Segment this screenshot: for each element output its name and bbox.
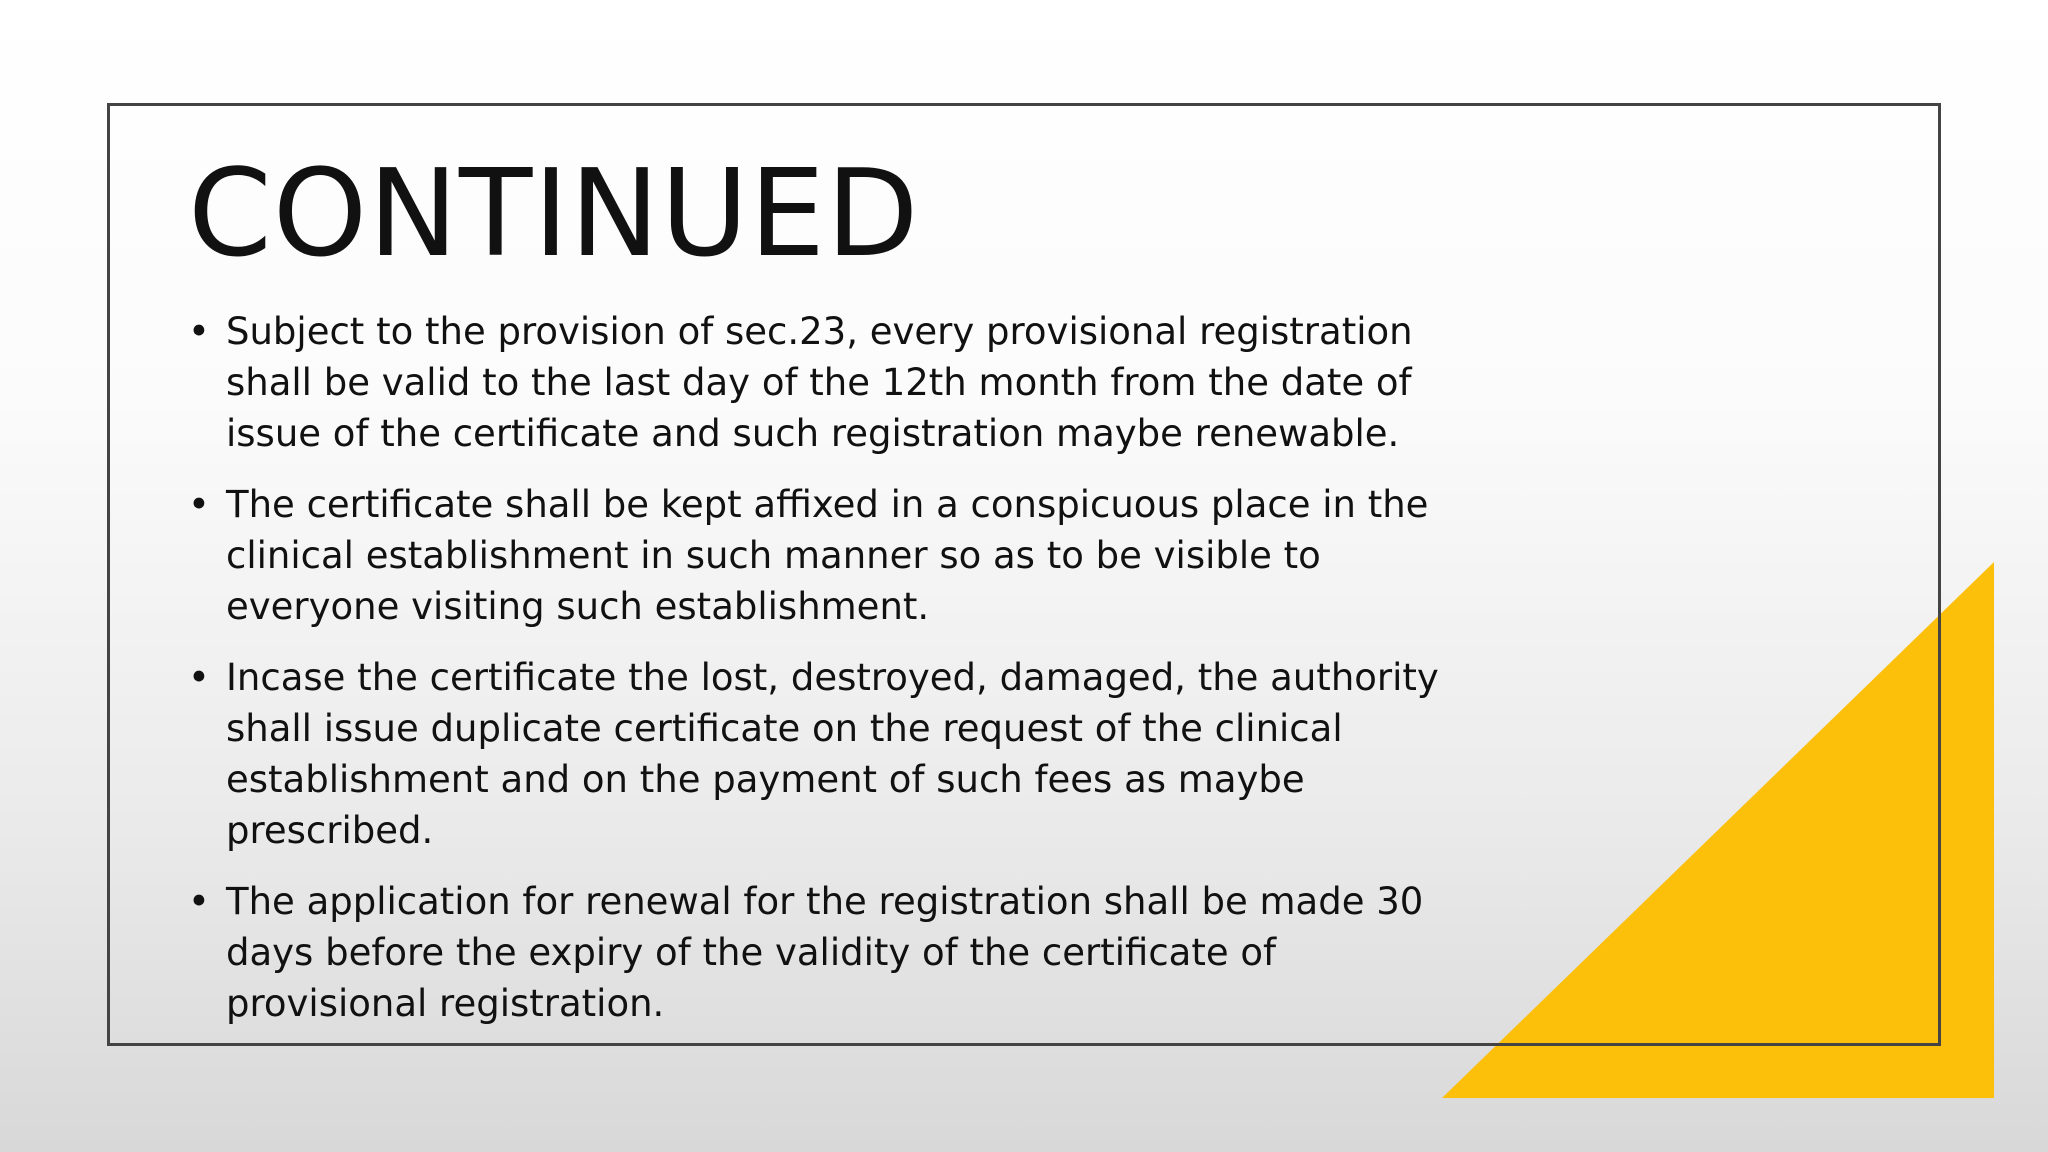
bullet-item bbox=[188, 876, 1488, 1029]
slide-title: CONTINUED bbox=[188, 145, 920, 284]
bullet-item bbox=[188, 306, 1488, 459]
bullet-item bbox=[188, 652, 1488, 856]
bullet-text: Subject to the provision of sec.23, every provisional registration shall be valid to the last day of the 12th month from the date of issue of the certificate and such registration maybe renewable. bbox=[226, 310, 1413, 455]
bullet-icon: • bbox=[188, 483, 210, 526]
bullet-text: Incase the certificate the lost, destroyed, damaged, the authority shall issue duplicate certificate on the request of the clinical establishment and on the payment of such fees as maybe prescribed. bbox=[226, 656, 1439, 852]
bullet-text: The application for renewal for the registration shall be made 30 days before the expiry of the validity of the certificate of provisional registration. bbox=[226, 880, 1424, 1025]
bullet-item bbox=[188, 479, 1488, 632]
bullet-icon: • bbox=[188, 310, 210, 353]
bullet-list bbox=[188, 306, 1488, 1049]
bullet-icon: • bbox=[188, 656, 210, 699]
bullet-text: The certificate shall be kept affixed in a conspicuous place in the clinical establishment in such manner so as to be visible to everyone visiting such establishment. bbox=[226, 483, 1429, 628]
bullet-icon: • bbox=[188, 880, 210, 923]
